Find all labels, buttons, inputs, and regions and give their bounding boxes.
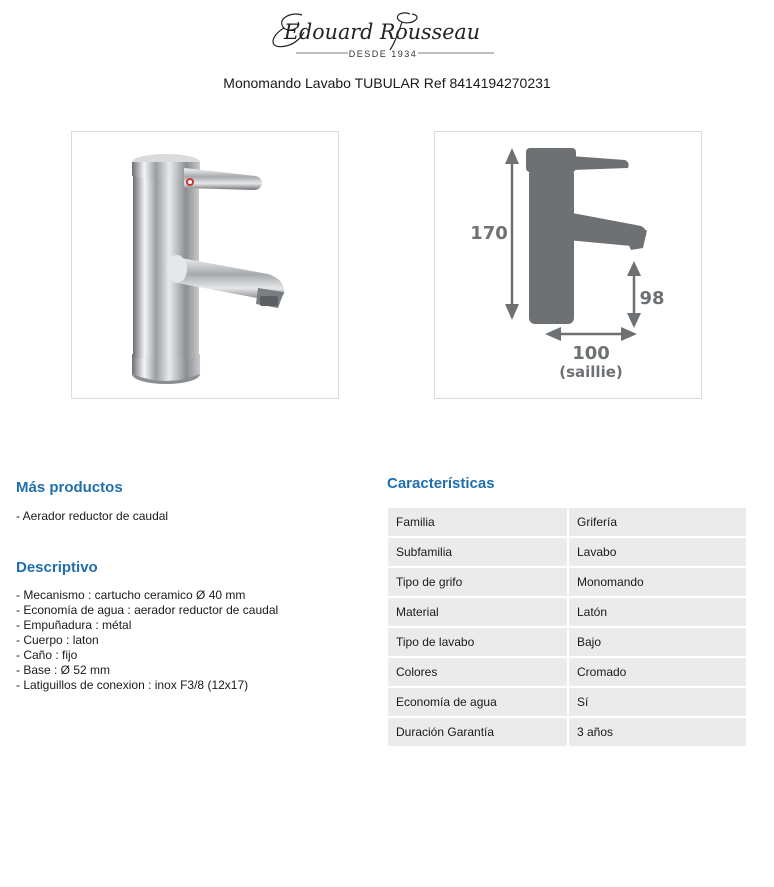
- faucet-dimension-drawing: [435, 132, 701, 398]
- description-item: - Latiguillos de conexion : inox F3/8 (12x17): [16, 678, 249, 692]
- logo-text: Edouard Rousseau: [283, 20, 480, 44]
- characteristic-value: Lavabo: [569, 538, 746, 566]
- description-item: - Mecanismo : cartucho ceramico Ø 40 mm: [16, 588, 246, 602]
- table-row: [388, 538, 746, 566]
- table-row: [388, 568, 746, 596]
- document-title: Monomando Lavabo TUBULAR Ref 8414194270231: [223, 75, 551, 91]
- characteristic-value: Latón: [569, 598, 746, 626]
- product-photo: [71, 131, 339, 399]
- description-item: - Economía de agua : aerador reductor de caudal: [16, 603, 279, 617]
- description-list: [16, 588, 278, 693]
- table-row: [388, 628, 746, 656]
- dimension-diagram: [434, 131, 702, 399]
- characteristics-table: [386, 506, 748, 748]
- faucet-photo-illustration: [72, 132, 338, 398]
- logo-tagline: DESDE 1934: [348, 49, 418, 59]
- characteristic-key: Subfamilia: [388, 538, 567, 566]
- description-item: - Empuñadura : métal: [16, 618, 132, 632]
- characteristic-key: Economía de agua: [388, 688, 567, 716]
- characteristic-key: Duración Garantía: [388, 718, 567, 746]
- characteristic-value: Bajo: [569, 628, 746, 656]
- dimension-reach-label: 100: [572, 343, 610, 364]
- characteristic-value: Grifería: [569, 508, 746, 536]
- table-row: [388, 658, 746, 686]
- description-item: - Caño : fijo: [16, 648, 78, 662]
- dimension-reach-sub-label: (saillie): [559, 363, 623, 381]
- more-products-item: - Aerador reductor de caudal: [16, 509, 169, 523]
- table-row: [388, 718, 746, 746]
- description-heading: Descriptivo: [16, 559, 98, 576]
- more-products-heading: Más productos: [16, 479, 123, 496]
- table-row: [388, 598, 746, 626]
- characteristic-value: 3 años: [569, 718, 746, 746]
- characteristic-key: Tipo de grifo: [388, 568, 567, 596]
- brand-logo: [262, 6, 502, 64]
- characteristic-key: Material: [388, 598, 567, 626]
- characteristic-value: Sí: [569, 688, 746, 716]
- dimension-height-label: 170: [470, 223, 508, 244]
- characteristic-key: Familia: [388, 508, 567, 536]
- dimension-spout-height-label: 98: [639, 288, 665, 309]
- brand-logo-mark: [262, 6, 502, 64]
- characteristic-key: Tipo de lavabo: [388, 628, 567, 656]
- characteristic-value: Cromado: [569, 658, 746, 686]
- table-row: [388, 688, 746, 716]
- characteristic-value: Monomando: [569, 568, 746, 596]
- description-item: - Base : Ø 52 mm: [16, 663, 111, 677]
- table-row: [388, 508, 746, 536]
- characteristic-key: Colores: [388, 658, 567, 686]
- characteristics-heading: Características: [387, 475, 495, 492]
- description-item: - Cuerpo : laton: [16, 633, 99, 647]
